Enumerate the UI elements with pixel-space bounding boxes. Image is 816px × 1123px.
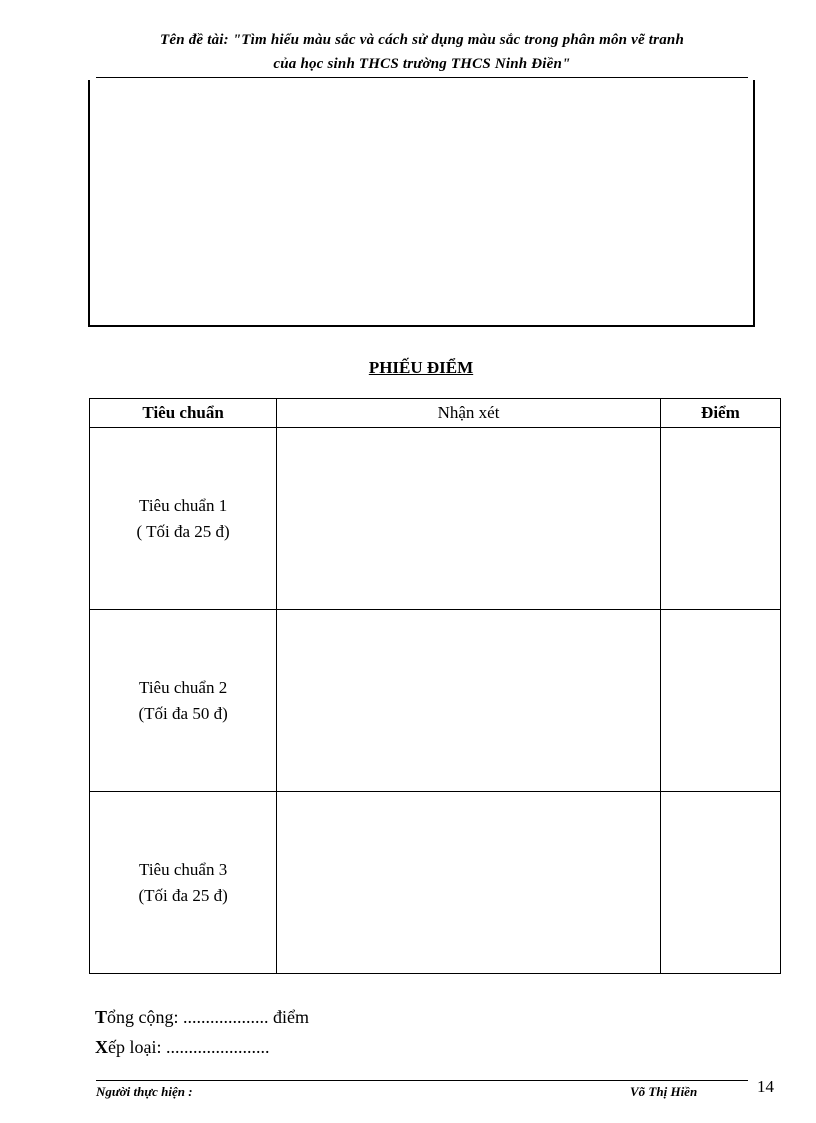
- score-cell: [660, 610, 780, 792]
- comment-cell: [277, 610, 661, 792]
- header-title-line-2: của học sinh THCS trường THCS Ninh Điền": [273, 56, 571, 72]
- criterion-name: Tiêu chuẩn 3: [139, 859, 228, 879]
- score-cell: [660, 792, 780, 974]
- document-header: [96, 28, 748, 76]
- total-dots: ...................: [183, 1007, 269, 1027]
- blank-frame: [88, 80, 755, 327]
- rank-line: [95, 1032, 309, 1062]
- column-header-criterion: Tiêu chuẩn: [90, 399, 277, 428]
- total-label: Tổng cộng:: [95, 1007, 179, 1027]
- criterion-name: Tiêu chuẩn 1: [139, 495, 228, 515]
- total-line: [95, 1002, 309, 1032]
- header-rule: [96, 77, 748, 78]
- criterion-max: (Tối đa 25 đ): [138, 885, 228, 905]
- criterion-cell: [90, 792, 277, 974]
- score-cell: [660, 428, 780, 610]
- table-row: [90, 428, 781, 610]
- column-header-comment: Nhận xét: [277, 399, 661, 428]
- criterion-max: ( Tối đa 25 đ): [136, 521, 230, 541]
- rank-dots: .......................: [165, 1037, 270, 1057]
- criterion-max: (Tối đa 50 đ): [138, 703, 228, 723]
- score-table: [89, 398, 781, 974]
- page-number: 14: [757, 1077, 774, 1096]
- totals-block: [95, 1002, 309, 1062]
- total-unit: điểm: [273, 1007, 310, 1027]
- header-title-line-1: Tên đề tài: "Tìm hiểu màu sắc và cách sử dụng màu sắc trong phân môn vẽ tranh: [159, 32, 684, 48]
- table-row: [90, 610, 781, 792]
- criterion-cell: [90, 610, 277, 792]
- table-header-row: [90, 399, 781, 428]
- rank-label: Xếp loại:: [95, 1037, 162, 1057]
- comment-cell: [277, 792, 661, 974]
- score-sheet-title: PHIẾU ĐIỂM: [368, 358, 474, 377]
- footer-author-label: Người thực hiện :: [96, 1084, 193, 1099]
- footer-rule: [96, 1080, 748, 1081]
- comment-cell: [277, 428, 661, 610]
- criterion-cell: [90, 428, 277, 610]
- column-header-score: Điểm: [660, 399, 780, 428]
- criterion-name: Tiêu chuẩn 2: [139, 677, 228, 697]
- table-row: [90, 792, 781, 974]
- footer-author-name: Võ Thị Hiền: [630, 1084, 698, 1099]
